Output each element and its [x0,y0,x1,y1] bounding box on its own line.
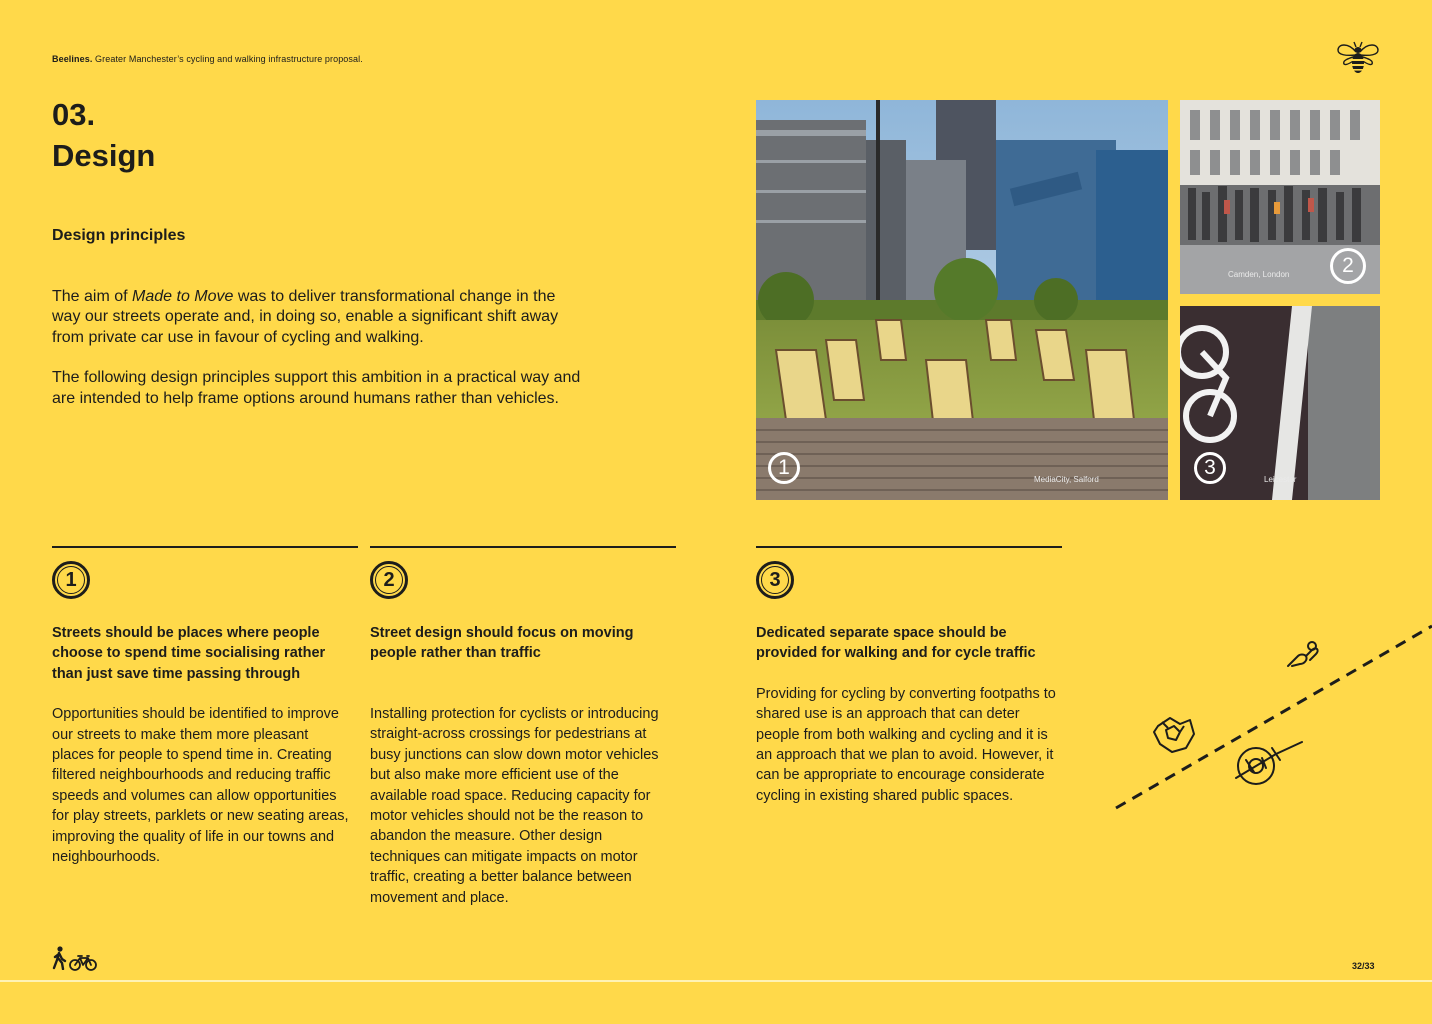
recycle-bag-icon [1150,712,1198,756]
principle-2-number-badge: 2 [370,561,408,599]
intro-paragraph-2: The following design principles support this ambition in a practical way and are intended to help frame options around humans rather than vehicles. [52,369,581,407]
footer-rule [0,980,1432,982]
principle-3 [756,546,1062,806]
principle-2-title: Street design should focus on moving people rather than traffic [370,625,634,662]
photo-caption-3: Leicester [1264,475,1297,484]
principle-3-body: Providing for cycling by converting footpaths to shared use is an approach that can deter people from both walking and cycling and it is an approach that we plan to avoid. However, it can be appropriate to encourage considerate cycling in existing shared public spaces. [756,685,1056,804]
pedestrian-icon [52,946,68,970]
photo-number-3: 3 [1194,452,1226,484]
photo-number-2: 2 [1330,248,1366,284]
principle-3-rule [756,546,1062,548]
section-title: Design principles [52,227,186,244]
photo-leicester [1180,306,1380,500]
brand-name: Beelines. [52,54,93,64]
principle-2-rule [370,546,676,548]
principle-1-title: Streets should be places where people choose to spend time socialising rather than just save time passing through [52,625,326,682]
bee-logo-icon [1336,38,1380,78]
intro-emphasis: Made to Move [132,288,234,305]
principle-2 [370,546,676,908]
chapter-title: Design [52,138,156,173]
principle-3-number-badge: 3 [756,561,794,599]
principle-1 [52,546,358,867]
photo-number-1: 1 [768,452,800,484]
bicycle-circle-icon [1232,738,1304,788]
page-number: 32/33 [1352,961,1375,971]
intro-paragraph-1: The aim of Made to Move was to deliver transformational change in the way our streets operate and, in doing so, enable a significant shift away from private car use in favour of cycling and walking. [52,288,559,346]
header-tagline [52,54,363,64]
principle-2-body: Installing protection for cyclists or introducing straight-across crossings for pedestrians at busy junctions can slow down motor vehicles but also make more efficient use of the available road space. Reducing capacity for motor vehicles should not be the reason to abandon the measure. Other design techniques can mitigate impacts on motor traffic, creating a better balance between movement and place. [370,706,659,906]
principle-1-rule [52,546,358,548]
hand-icon [1282,636,1324,674]
chapter-number: 03. [52,97,96,132]
principle-1-body: Opportunities should be identified to improve our streets to make them more pleasant places for people to spend time in. Creating filtered neighbourhoods and reducing traffic speeds and volumes can allow opportunities for play streets, parklets or new seating areas, improving the quality of life in our towns and neighbourhoods. [52,706,349,866]
tagline-text: Greater Manchester’s cycling and walking infrastructure proposal. [95,54,363,64]
photo-camden [1180,100,1380,294]
photo-mediacity [756,100,1168,500]
principle-3-title: Dedicated separate space should be provided for walking and for cycle traffic [756,625,1036,662]
principle-1-number-badge: 1 [52,561,90,599]
bicycle-icon [69,954,97,972]
intro-text [52,287,582,429]
photo-caption-1: MediaCity, Salford [1034,475,1099,484]
photo-caption-2: Camden, London [1228,270,1290,279]
